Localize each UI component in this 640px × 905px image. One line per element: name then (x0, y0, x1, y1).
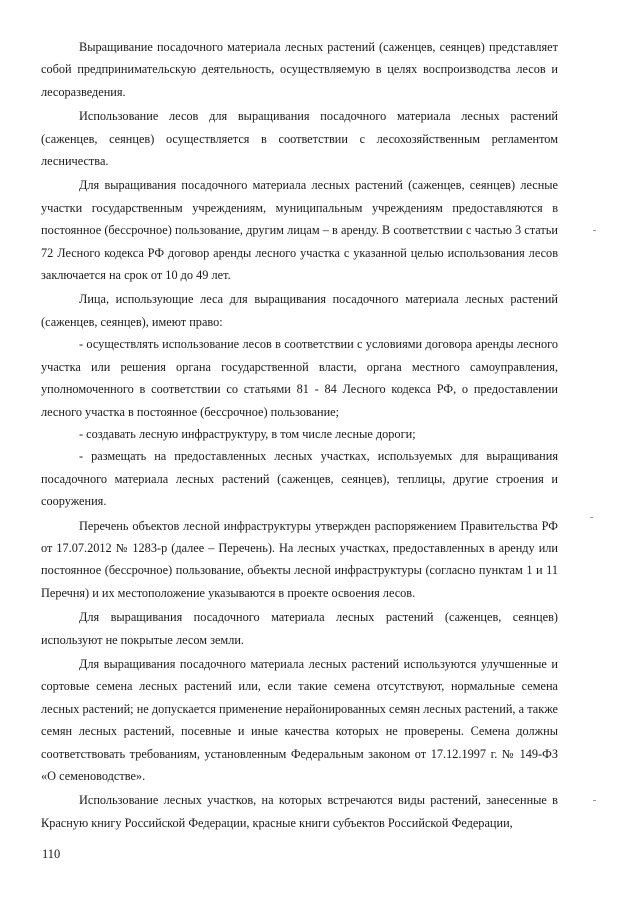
paragraph-4: Лица, использующие леса для выращивания посадочного материала лесных растений (саженцев, сеянцев), имеют право: (41, 292, 558, 329)
paragraph-5: - осуществлять использование лесов в соответствии с условиями договора аренды лесного участка или решения органа государственной власти, органа местного самоуправления, уполномоченного в соответствии со статьями 81 - 84 Лесного кодекса РФ, о предоставлении лесного участка в постоянное (бессрочное) пользование; (41, 337, 558, 419)
paragraph-10: Для выращивания посадочного материала лесных растений используются улучшенные и сортовые семена лесных растений или, если такие семена отсутствуют, нормальные семена лесных растений; не допускается применение нерайонированных семян лесных растений, а также семян лесных растений, посевные и иные качества которых не проверены. Семена должны соответствовать требованиям, установленным Федеральным законом от 17.12.1997 г. № 149-ФЗ «О семеноводстве». (41, 656, 558, 783)
paragraph-3: Для выращивания посадочного материала лесных растений (саженцев, сеянцев) лесные участки государственным учреждениям, муниципальным учреждениям предоставляются в постоянное (бессрочное) пользование, другим лицам – в аренду. В соответствии с частью 3 статьи 72 Лесного кодекса РФ договор аренды лесного участка с указанной целью использования лесов заключается на срок от 10 до 49 лет. (41, 178, 558, 283)
scan-speck (593, 230, 596, 231)
paragraph-2: Использование лесов для выращивания посадочного материала лесных растений (саженцев, сеянцев) осуществляется в соответствии с лесохозяйственным регламентом лесничества. (41, 109, 558, 169)
document-body (41, 36, 558, 834)
paragraph-1: Выращивание посадочного материала лесных растений (саженцев, сеянцев) представляет собой предпринимательскую деятельность, осуществляемую в целях воспроизводства лесов и лесоразведения. (41, 40, 558, 99)
paragraph-11: Использование лесных участков, на которых встречаются виды растений, занесенные в Красную книгу Российской Федерации, красные книги субъектов Российской Федерации, (41, 793, 558, 830)
paragraph-9: Для выращивания посадочного материала лесных растений (саженцев, сеянцев) используют не покрытые лесом земли. (41, 610, 558, 647)
page-number: 110 (42, 847, 61, 861)
paragraph-6: - создавать лесную инфраструктуру, в том числе лесные дороги; (79, 426, 416, 441)
paragraph-7: - размещать на предоставленных лесных участках, используемых для выращивания посадочного материала лесных растений (саженцев, сеянцев), теплицы, другие строения и сооружения. (41, 449, 558, 509)
paragraph-8: Перечень объектов лесной инфраструктуры утвержден распоряжением Правительства РФ от 17.07.2012 № 1283-р (далее – Перечень). На лесных участках, предоставленных в аренду или постоянное (бессрочное) пользование, объекты лесной инфраструктуры (согласно пунктам 1 и 11 Перечня) и их местоположение указываются в проекте освоения лесов. (41, 518, 558, 600)
scan-speck (593, 800, 596, 801)
scan-speck (590, 517, 593, 518)
